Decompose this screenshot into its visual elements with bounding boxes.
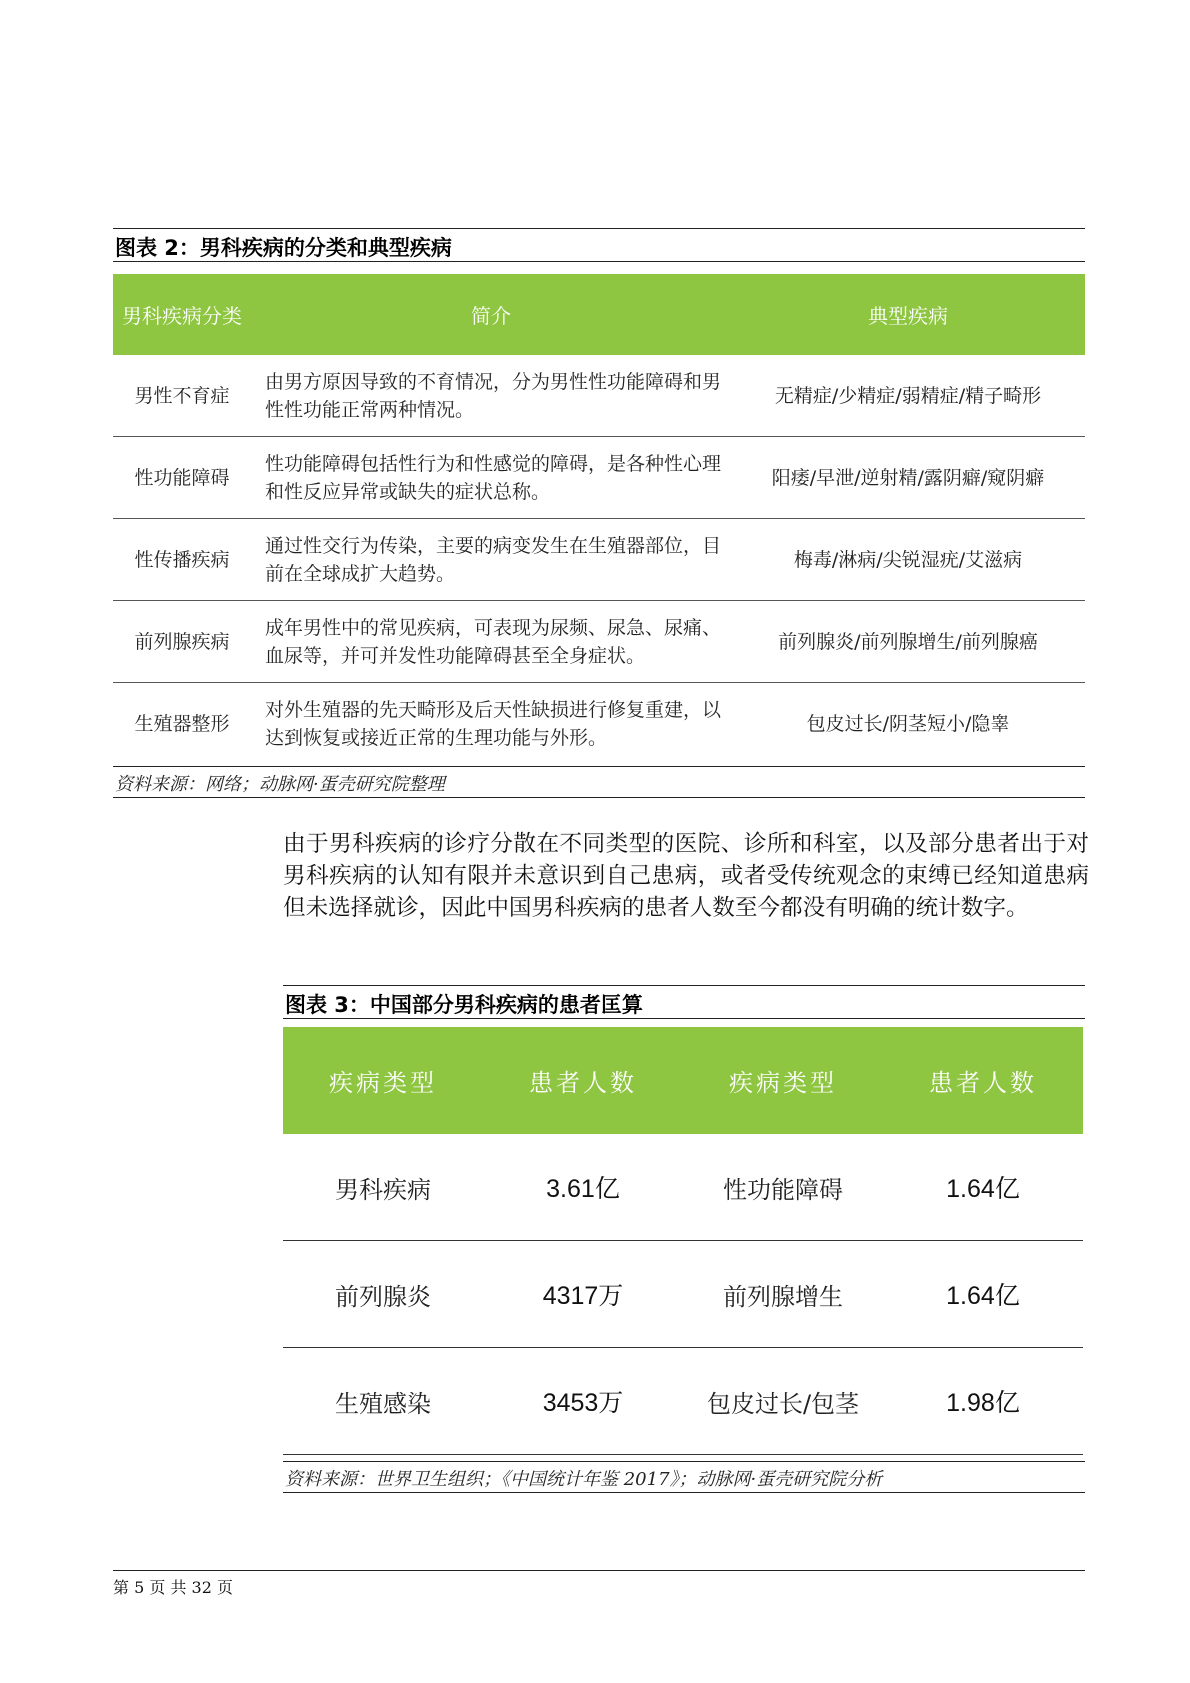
- patient-count-cell: 4317万: [483, 1241, 683, 1348]
- table-row: [113, 355, 1085, 437]
- category-cell: 性功能障碍: [113, 437, 251, 519]
- figure2-title: 图表 2：男科疾病的分类和典型疾病: [115, 236, 452, 260]
- patient-count-cell: 1.64亿: [883, 1134, 1083, 1241]
- disease-type-cell: 包皮过长/包茎: [683, 1348, 883, 1455]
- disease-type-cell: 前列腺炎: [283, 1241, 483, 1348]
- column-header-type: 疾病类型: [283, 1027, 483, 1134]
- figure3-source-rule: [283, 1492, 1085, 1493]
- typical-cell: 无精症/少精症/弱精症/精子畸形: [731, 355, 1085, 437]
- column-header-intro: 简介: [251, 274, 731, 355]
- intro-cell: 通过性交行为传染，主要的病变发生在生殖器部位，目前在全球成扩大趋势。: [251, 519, 731, 601]
- patient-count-cell: 3.61亿: [483, 1134, 683, 1241]
- table-header-row: [283, 1027, 1083, 1134]
- patient-count-cell: 3453万: [483, 1348, 683, 1455]
- column-header-count: 患者人数: [883, 1027, 1083, 1134]
- typical-cell: 包皮过长/阴茎短小/隐睾: [806, 712, 1010, 735]
- disease-type-cell: 性功能障碍: [683, 1134, 883, 1241]
- column-header-category: 男科疾病分类: [113, 274, 251, 355]
- figure2-bottom-rule: [113, 766, 1085, 767]
- table-row: [283, 1348, 1083, 1455]
- category-cell: 前列腺疾病: [113, 601, 251, 683]
- intro-cell: 对外生殖器的先天畸形及后天性缺损进行修复重建，以达到恢复或接近正常的生理功能与外形。: [265, 698, 722, 749]
- figure3-table: [283, 1027, 1083, 1455]
- figure2-table: [113, 274, 1085, 764]
- disease-type-cell: 男科疾病: [283, 1134, 483, 1241]
- disease-type-cell: 前列腺增生: [683, 1241, 883, 1348]
- intro-cell: 成年男性中的常见疾病，可表现为尿频、尿急、尿痛、血尿等，并可并发性功能障碍甚至全身症状。: [251, 601, 731, 683]
- column-header-typical: 典型疾病: [731, 274, 1085, 355]
- figure3-title-rule: [283, 1018, 1085, 1019]
- patient-count-cell: 1.64亿: [883, 1241, 1083, 1348]
- table-row: [113, 519, 1085, 601]
- figure3-title: 图表 3：中国部分男科疾病的患者匡算: [285, 993, 643, 1017]
- intro-cell: 性功能障碍包括性行为和性感觉的障碍，是各种性心理和性反应异常或缺失的症状总称。: [251, 437, 731, 519]
- column-header-count: 患者人数: [483, 1027, 683, 1134]
- table-header-row: [113, 274, 1085, 355]
- column-header-type: 疾病类型: [683, 1027, 883, 1134]
- category-cell: 性传播疾病: [113, 519, 251, 601]
- figure3-source: 资料来源：世界卫生组织；《中国统计年鉴 2017》；动脉网·蛋壳研究院分析: [285, 1469, 883, 1490]
- figure2-source: 资料来源：网络；动脉网·蛋壳研究院整理: [115, 774, 445, 795]
- page-number: 第 5 页 共 32 页: [113, 1578, 233, 1597]
- typical-cell: 前列腺炎/前列腺增生/前列腺癌: [731, 601, 1085, 683]
- patient-count-cell: 1.98亿: [883, 1348, 1083, 1455]
- intro-cell: 由男方原因导致的不育情况，分为男性性功能障碍和男性性功能正常两种情况。: [251, 355, 731, 437]
- body-paragraph: 由于男科疾病的诊疗分散在不同类型的医院、诊所和科室，以及部分患者出于对男科疾病的认知有限并未意识到自己患病，或者受传统观念的束缚已经知道患病但未选择就诊，因此中国男科疾病的患者人数至今都没有明确的统计数字。: [283, 831, 1089, 921]
- typical-cell: 阳痿/早泄/逆射精/露阴癖/窥阴癖: [731, 437, 1085, 519]
- typical-cell: 梅毒/淋病/尖锐湿疣/艾滋病: [731, 519, 1085, 601]
- figure3-bottom-rule: [283, 1461, 1085, 1462]
- figure2-title-rule: [113, 261, 1085, 262]
- table-row: [113, 437, 1085, 519]
- figure2-top-rule: [113, 228, 1085, 229]
- disease-type-cell: 生殖感染: [283, 1348, 483, 1455]
- footer-rule: [113, 1570, 1085, 1571]
- table-row: [283, 1134, 1083, 1241]
- category-cell: 男性不育症: [113, 355, 251, 437]
- table-row: [113, 683, 1085, 765]
- table-row: [283, 1241, 1083, 1348]
- figure2-source-rule: [113, 797, 1085, 798]
- category-cell: 生殖器整形: [134, 712, 230, 735]
- table-row: [113, 601, 1085, 683]
- figure3-top-rule: [283, 985, 1085, 986]
